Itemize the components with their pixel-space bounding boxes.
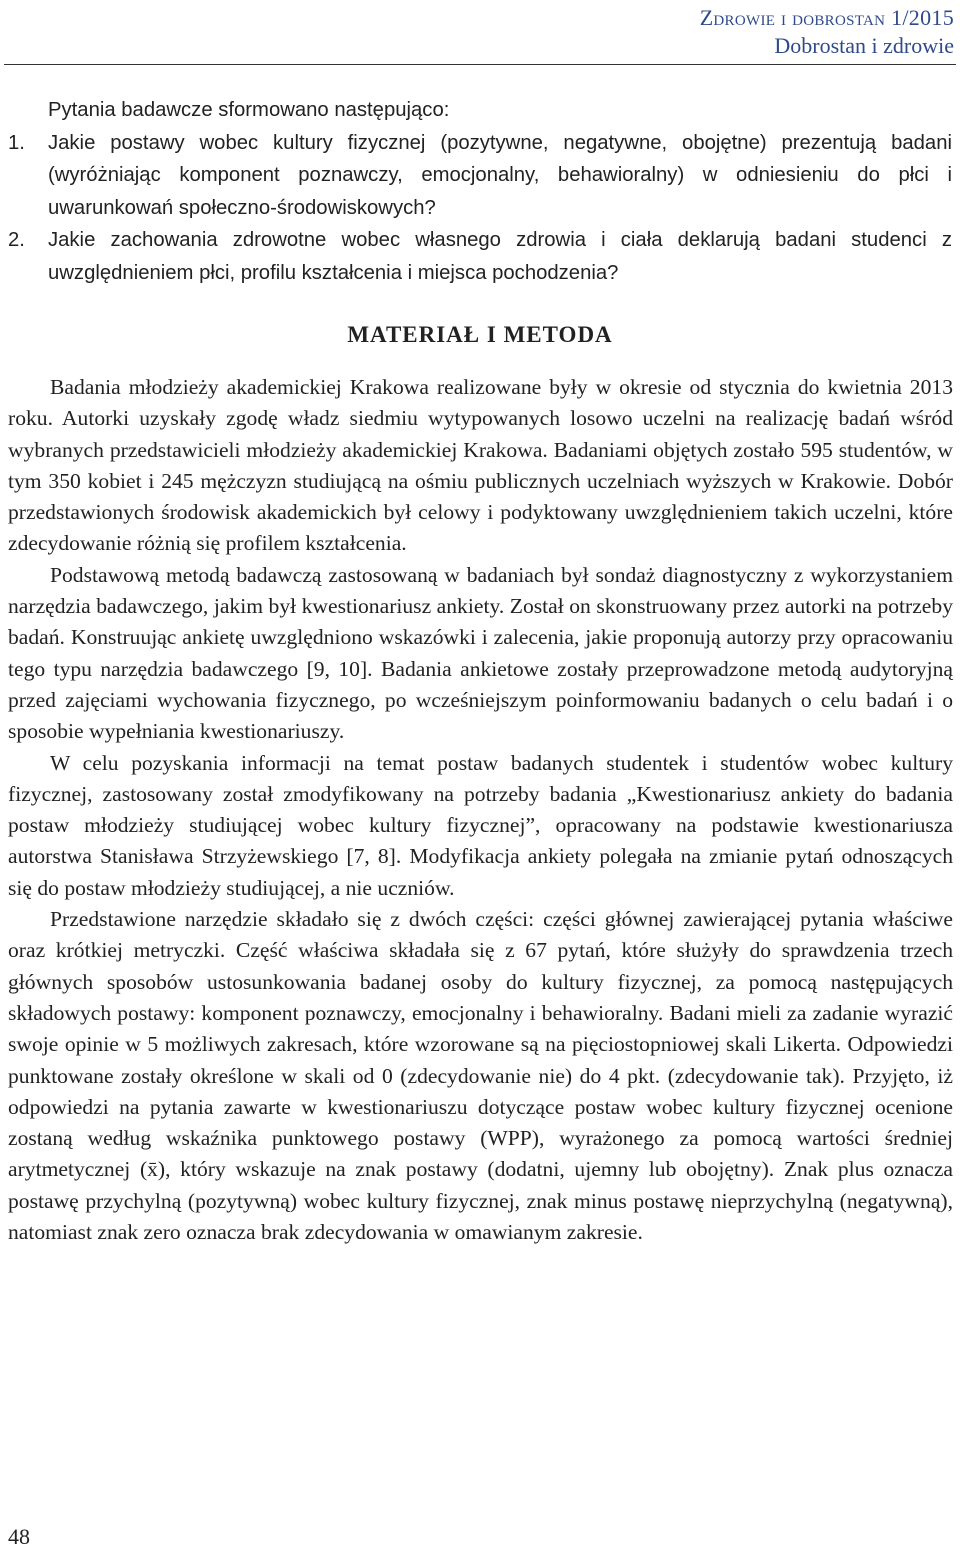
question-text: Jakie postawy wobec kultury fizycznej (pozytywne, negatywne, obojętne) prezentują badani (wyróżniając komponent poznawczy, emocjonalny, behawioralny) w odniesieniu do płci i uwarunkowań społeczno-środowiskowych? [48, 131, 952, 219]
section-title: Dobrostan i zdrowie [774, 33, 954, 58]
question-number: 1. [8, 131, 25, 154]
running-head [700, 4, 954, 60]
page-number: 48 [8, 1524, 30, 1549]
questions-list [8, 127, 952, 290]
question-item [8, 127, 952, 225]
section-heading: MATERIAŁ I METODA [347, 322, 613, 347]
journal-title: Zdrowie i dobrostan 1/2015 [699, 5, 954, 30]
body-text [8, 372, 953, 1248]
question-number: 2. [8, 229, 25, 251]
research-questions [8, 94, 952, 289]
questions-lead: Pytania badawcze sformowano następująco: [48, 99, 450, 121]
header-rule [4, 64, 956, 65]
paragraph: W celu pozyskania informacji na temat postaw badanych studentek i studentów wobec kultury fizycznej, zastosowany został zmodyfikowany na potrzeby badania „Kwestionariusz ankiety do badania postaw młodzieży studiującej wobec kultury fizycznej”, opracowany na podstawie kwestionariusza autorstwa Stanisława Strzyżewskiego [7, 8]. Modyfikacja ankiety polegała na zmianie pytań odnoszących się do postaw młodzieży studiującej, a nie uczniów. [8, 750, 953, 900]
paragraph: Podstawową metodą badawczą zastosowaną w badaniach był sondaż diagnostyczny z wykorzystaniem narzędzia badawczego, jakim był kwestionariusz ankiety. Został on skonstruowany przez autorki na potrzeby badań. Konstruując ankietę uwzględniono wskazówki i zalecenia, jakie proponują autorzy przy opracowaniu tego typu narzędzia badawczego [9, 10]. Badania ankietowe zostały przeprowadzone metodą audytoryjną przed zajęciami wychowania fizycznego, po wcześniejszym poinformowaniu badanych o celu badań i o sposobie wypełniania kwestionariuszy. [8, 562, 953, 744]
paragraph: Badania młodzieży akademickiej Krakowa realizowane były w okresie od stycznia do kwietnia 2013 roku. Autorki uzyskały zgodę władz siedmiu wytypowanych losowo uczelni na realizację badań wśród wybranych przedstawicieli młodzieży akademickiej Krakowa. Badaniami objętych zostało 595 studentów, w tym 350 kobiet i 245 mężczyzn studiującą na ośmiu publicznych uczelniach wyższych w Krakowie. Dobór przedstawionych środowisk akademickich był celowy i podyktowany uwzględnieniem takich uczelni, które zdecydowanie różnią się profilem kształcenia. [8, 375, 953, 556]
question-item [8, 224, 952, 289]
question-text: Jakie zachowania zdrowotne wobec własnego zdrowia i ciała deklarują badani studenci z uwzględnieniem płci, profilu kształcenia i miejsca pochodzenia? [48, 229, 952, 284]
paragraph: Przedstawione narzędzie składało się z dwóch części: części głównej zawierającej pytania właściwe oraz krótkiej metryczki. Część właściwa składała się z 67 pytań, które służyły do sprawdzenia trzech głównych sposobów ustosunkowania badanej osoby do kultury fizycznej, za pomocą następujących składowych postawy: komponent poznawczy, emocjonalny i behawioralny. Badani mieli za zadanie wyrazić swoje opinie w 5 możliwych zakresach, które wzorowane są na pięciostopniowej skali Likerta. Odpowiedzi punktowane zostały określone w skali od 0 (zdecydowanie nie) do 4 pkt. (zdecydowanie tak). Przyjęto, iż odpowiedzi na pytania zawarte w kwestionariuszu dotyczące postaw wobec kultury fizycznej ocenione zostaną według wskaźnika punktowego postawy (WPP), wyrażonego za pomocą wartości średniej arytmetycznej (x̄), który wskazuje na znak postawy (dodatni, ujemny lub obojętny). Znak plus oznacza postawę przychylną (pozytywną) wobec kultury fizycznej, znak minus postawę nieprzychylną (negatywną), natomiast znak zero oznacza brak zdecydowania w omawianym zakresie. [8, 907, 953, 1245]
